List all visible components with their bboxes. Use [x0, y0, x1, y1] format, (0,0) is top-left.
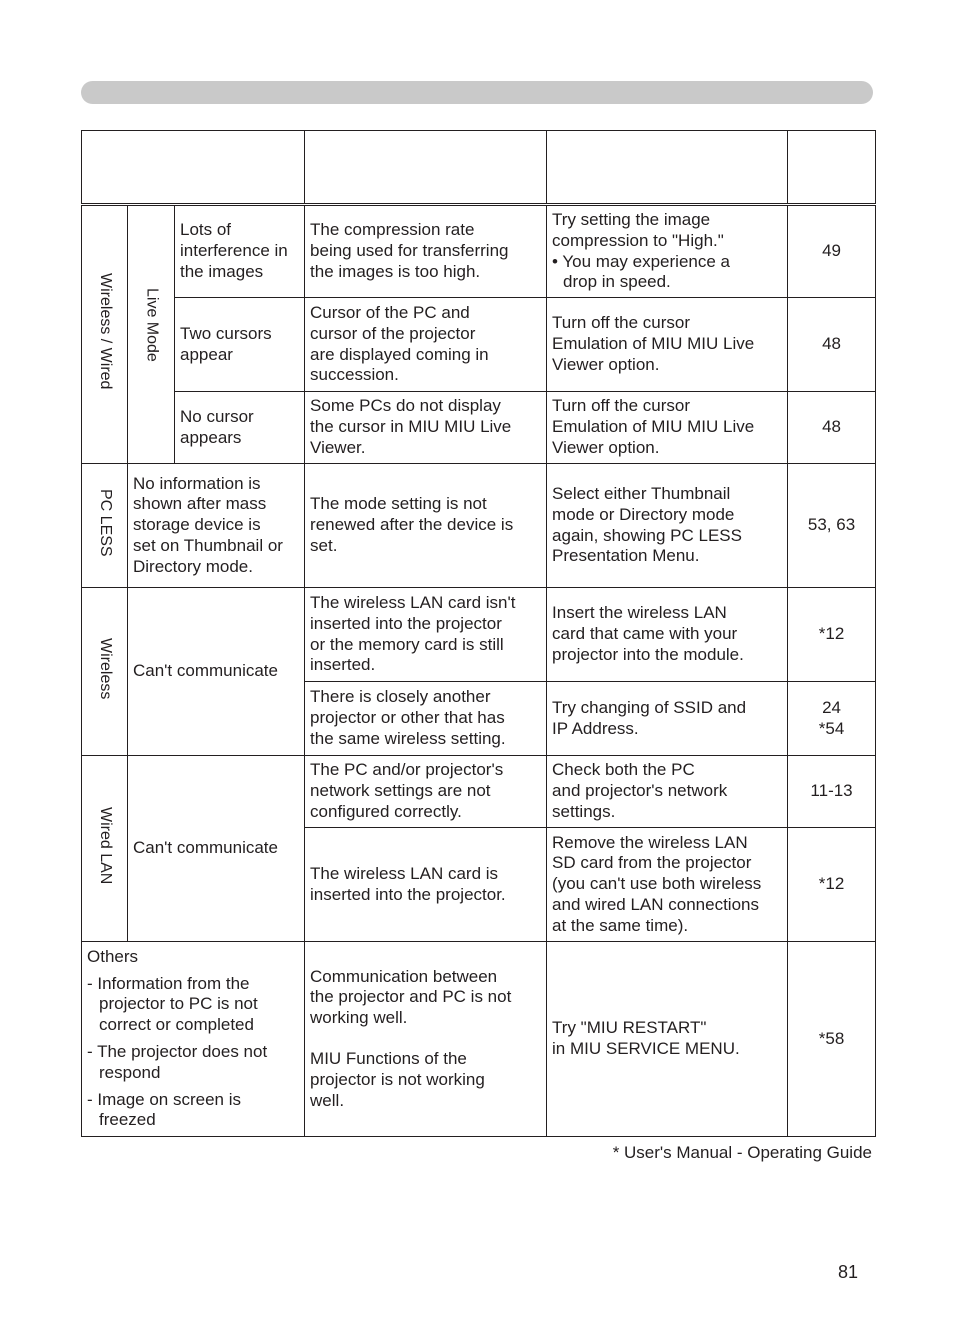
- remedy-cell: Select either Thumbnail mode or Directory mode again, showing PC LESS Presentation Menu.: [547, 464, 788, 588]
- cause-cell: Communication between the projector and PC is not working well. MIU Functions of the projector is not working well.: [305, 942, 547, 1137]
- page-ref: 48: [788, 392, 876, 464]
- remedy-cell: Try setting the image compression to "High." • You may experience a drop in speed.: [547, 205, 788, 298]
- footnote: * User's Manual - Operating Guide: [612, 1143, 872, 1162]
- table-row: [82, 942, 876, 1137]
- page-ref: 24 *54: [788, 682, 876, 756]
- header-page: [788, 131, 876, 205]
- cause-cell: The wireless LAN card isn't inserted into the projector or the memory card is still inserted.: [305, 588, 547, 682]
- group-wireless-wired: Wireless / Wired: [82, 205, 128, 464]
- header-remedy: [547, 131, 788, 205]
- phenomenon-cell: Lots of interference in the images: [175, 205, 305, 298]
- remedy-cell: Turn off the cursor Emulation of MIU MIU Live Viewer option.: [547, 392, 788, 464]
- page-ref: *58: [788, 942, 876, 1137]
- phenomenon-cell: Others - Information from the projector to PC is not correct or completed - The projector does not respond - Image on screen is freezed: [82, 942, 305, 1137]
- group-wireless: Wireless: [82, 588, 128, 756]
- remedy-cell: Try "MIU RESTART" in MIU SERVICE MENU.: [547, 942, 788, 1137]
- cause-cell: The compression rate being used for transferring the images is too high.: [305, 205, 547, 298]
- remedy-cell: Insert the wireless LAN card that came with your projector into the module.: [547, 588, 788, 682]
- table-row: [82, 205, 876, 298]
- phenomenon-cell: No information is shown after mass storage device is set on Thumbnail or Directory mode.: [128, 464, 305, 588]
- table-row: [82, 756, 876, 828]
- table-row: [82, 392, 876, 464]
- page-number: 81: [838, 1262, 859, 1282]
- remedy-cell: Remove the wireless LAN SD card from the projector (you can't use both wireless and wired LAN connections at the same time).: [547, 828, 788, 942]
- table-header-row: [82, 131, 876, 205]
- phenomenon-cell: Can't communicate: [128, 588, 305, 756]
- cause-cell: The PC and/or projector's network settings are not configured correctly.: [305, 756, 547, 828]
- remedy-cell: Check both the PC and projector's network settings.: [547, 756, 788, 828]
- group-wired-lan: Wired LAN: [82, 756, 128, 942]
- troubleshooting-table: [81, 130, 876, 1137]
- cause-cell: The wireless LAN card is inserted into the projector.: [305, 828, 547, 942]
- remedy-cell: Turn off the cursor Emulation of MIU MIU Live Viewer option.: [547, 298, 788, 392]
- header-phenomenon: [82, 131, 305, 205]
- page-ref: 48: [788, 298, 876, 392]
- cause-cell: The mode setting is not renewed after the device is set.: [305, 464, 547, 588]
- page-ref: 49: [788, 205, 876, 298]
- table-row: [82, 588, 876, 682]
- table-row: [82, 464, 876, 588]
- cause-cell: Some PCs do not display the cursor in MIU MIU Live Viewer.: [305, 392, 547, 464]
- phenomenon-cell: Can't communicate: [128, 756, 305, 942]
- page-ref: 53, 63: [788, 464, 876, 588]
- phenomenon-cell: Two cursors appear: [175, 298, 305, 392]
- group-live-mode: Live Mode: [128, 205, 175, 464]
- remedy-cell: Try changing of SSID and IP Address.: [547, 682, 788, 756]
- header-cause: [305, 131, 547, 205]
- page-ref: *12: [788, 588, 876, 682]
- page-ref: 11-13: [788, 756, 876, 828]
- table-row: [82, 298, 876, 392]
- phenomenon-cell: No cursor appears: [175, 392, 305, 464]
- cause-cell: Cursor of the PC and cursor of the projector are displayed coming in succession.: [305, 298, 547, 392]
- cause-cell: There is closely another projector or other that has the same wireless setting.: [305, 682, 547, 756]
- group-pc-less: PC LESS: [82, 464, 128, 588]
- section-header-bar: [81, 81, 873, 104]
- page-ref: *12: [788, 828, 876, 942]
